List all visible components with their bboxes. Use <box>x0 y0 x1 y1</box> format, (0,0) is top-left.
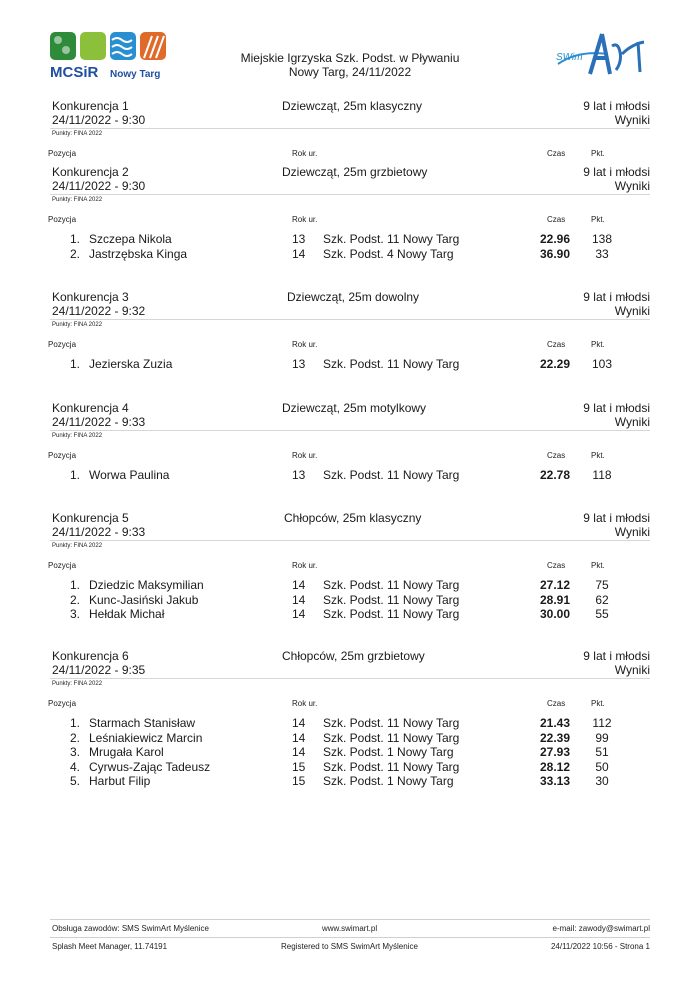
footer-divider-top <box>50 919 650 920</box>
result-swimmer-name: Jezierska Zuzia <box>89 357 173 371</box>
col-header-time: Czas <box>547 340 566 349</box>
footer-center2: Registered to SMS SwimArt Myślenice <box>281 942 418 951</box>
event-result-type: Wyniki <box>614 113 650 127</box>
col-header-points: Pkt. <box>591 699 605 708</box>
points-label: Punkty: FINA 2022 <box>52 681 103 687</box>
result-club: Szk. Podst. 11 Nowy Targ <box>323 468 460 482</box>
footer-divider-mid <box>50 937 650 938</box>
result-time: 30.00 <box>539 607 570 621</box>
result-place: 1. <box>69 468 80 482</box>
result-time: 27.93 <box>539 745 570 759</box>
event-result-type: Wyniki <box>614 525 650 539</box>
result-swimmer-name: Worwa Paulina <box>89 468 170 482</box>
event-datetime: 24/11/2022 - 9:30 <box>52 179 146 193</box>
svg-text:MCSiR: MCSiR <box>50 64 99 81</box>
result-birth-year: 14 <box>292 730 306 745</box>
result-place: 2. <box>69 730 80 745</box>
event-name: Konkurencja 1 <box>52 99 129 113</box>
event-result-type: Wyniki <box>614 179 650 193</box>
result-club: Szk. Podst. 11 Nowy Targ <box>323 607 460 621</box>
footer-right1: e-mail: zawody@swimart.pl <box>552 924 650 933</box>
result-time: 21.43 <box>539 716 570 730</box>
col-header-points: Pkt. <box>591 561 605 570</box>
result-place: 1. <box>69 578 80 592</box>
event-divider <box>50 128 650 129</box>
result-swimmer-name: Jastrzębska Kinga <box>89 246 188 261</box>
result-points: 33 <box>595 246 609 261</box>
points-label: Punkty: FINA 2022 <box>52 131 103 137</box>
result-points: 75 <box>595 578 609 592</box>
result-points: 62 <box>595 592 609 607</box>
footer-center1: www.swimart.pl <box>322 924 378 933</box>
result-place: 2. <box>69 246 80 261</box>
col-header-time: Czas <box>547 149 566 158</box>
col-header-time: Czas <box>547 215 566 224</box>
event-age-group: 9 lat i młodsi <box>583 290 650 304</box>
result-club: Szk. Podst. 11 Nowy Targ <box>323 357 460 371</box>
footer-right2: 24/11/2022 10:56 - Strona 1 <box>550 942 650 951</box>
event-divider <box>50 678 650 679</box>
result-swimmer-name: Kunc-Jasiński Jakub <box>89 592 199 607</box>
result-club: Szk. Podst. 1 Nowy Targ <box>323 745 454 759</box>
event-description: Chłopców, 25m klasyczny <box>284 511 422 525</box>
result-swimmer-name: Harbut Filip <box>89 774 151 788</box>
result-birth-year: 14 <box>292 607 306 621</box>
result-points: 99 <box>595 730 609 745</box>
event-name: Konkurencja 4 <box>52 401 129 415</box>
result-swimmer-name: Szczepa Nikola <box>89 232 172 246</box>
event-datetime: 24/11/2022 - 9:33 <box>52 525 146 539</box>
meet-title-line1: Miejskie Igrzyska Szk. Podst. w Pływaniu <box>240 51 460 65</box>
result-birth-year: 13 <box>292 357 306 371</box>
result-swimmer-name: Starmach Stanisław <box>89 716 196 730</box>
result-club: Szk. Podst. 1 Nowy Targ <box>323 774 454 788</box>
event-result-type: Wyniki <box>614 663 650 677</box>
result-birth-year: 14 <box>292 578 306 592</box>
result-birth-year: 13 <box>292 468 306 482</box>
event-age-group: 9 lat i młodsi <box>583 511 650 525</box>
col-header-time: Czas <box>547 699 566 708</box>
footer-left2: Splash Meet Manager, 11.74191 <box>52 942 168 951</box>
event-divider <box>50 540 650 541</box>
col-header-points: Pkt. <box>591 215 605 224</box>
col-header-position: Pozycja <box>48 561 77 570</box>
result-points: 103 <box>591 357 613 371</box>
result-time: 22.96 <box>539 232 570 246</box>
points-label: Punkty: FINA 2022 <box>52 543 103 549</box>
result-swimmer-name: Cyrwus-Zając Tadeusz <box>89 759 211 774</box>
col-header-points: Pkt. <box>591 149 605 158</box>
result-points: 138 <box>591 232 613 246</box>
col-header-position: Pozycja <box>48 340 77 349</box>
result-time: 33.13 <box>539 774 570 788</box>
result-place: 1. <box>69 357 80 371</box>
result-birth-year: 15 <box>292 774 306 788</box>
col-header-year: Rok ur. <box>292 451 318 460</box>
result-swimmer-name: Dziedzic Maksymilian <box>89 578 204 592</box>
event-divider <box>50 319 650 320</box>
result-points: 51 <box>595 745 609 759</box>
meet-title-line2: Nowy Targ, 24/11/2022 <box>288 65 412 79</box>
event-datetime: 24/11/2022 - 9:35 <box>52 663 146 677</box>
result-place: 2. <box>69 592 80 607</box>
result-club: Szk. Podst. 11 Nowy Targ <box>323 716 460 730</box>
svg-text:Nowy Targ: Nowy Targ <box>110 69 161 80</box>
col-header-year: Rok ur. <box>292 699 318 708</box>
result-place: 5. <box>69 774 80 788</box>
result-birth-year: 15 <box>292 759 306 774</box>
footer-left1: Obsługa zawodów: SMS SwimArt Myślenice <box>52 924 209 933</box>
result-points: 50 <box>595 759 609 774</box>
event-datetime: 24/11/2022 - 9:30 <box>52 113 146 127</box>
col-header-position: Pozycja <box>48 149 77 158</box>
event-datetime: 24/11/2022 - 9:33 <box>52 415 146 429</box>
event-age-group: 9 lat i młodsi <box>583 165 650 179</box>
result-place: 3. <box>69 745 80 759</box>
result-place: 1. <box>69 716 80 730</box>
points-label: Punkty: FINA 2022 <box>52 197 103 203</box>
result-swimmer-name: Leśniakiewicz Marcin <box>89 730 203 745</box>
event-description: Dziewcząt, 25m motylkowy <box>282 401 427 415</box>
result-place: 1. <box>69 232 80 246</box>
event-description: Dziewcząt, 25m klasyczny <box>282 99 423 113</box>
result-club: Szk. Podst. 11 Nowy Targ <box>323 232 460 246</box>
result-time: 28.91 <box>539 592 570 607</box>
result-birth-year: 14 <box>292 592 306 607</box>
result-points: 30 <box>595 774 609 788</box>
result-club: Szk. Podst. 11 Nowy Targ <box>323 578 460 592</box>
event-datetime: 24/11/2022 - 9:32 <box>52 304 146 318</box>
event-name: Konkurencja 3 <box>52 290 129 304</box>
col-header-points: Pkt. <box>591 340 605 349</box>
event-name: Konkurencja 5 <box>52 511 129 525</box>
result-swimmer-name: Mrugała Karol <box>89 745 164 759</box>
swimart-logo <box>550 24 658 82</box>
col-header-time: Czas <box>547 561 566 570</box>
points-label: Punkty: FINA 2022 <box>52 322 103 328</box>
event-divider <box>50 194 650 195</box>
result-birth-year: 14 <box>292 716 306 730</box>
result-time: 22.78 <box>539 468 570 482</box>
result-place: 3. <box>69 607 80 621</box>
event-divider <box>50 430 650 431</box>
col-header-position: Pozycja <box>48 451 77 460</box>
event-description: Chłopców, 25m grzbietowy <box>282 649 425 663</box>
event-result-type: Wyniki <box>614 304 650 318</box>
event-name: Konkurencja 2 <box>52 165 129 179</box>
event-description: Dziewcząt, 25m grzbietowy <box>282 165 428 179</box>
result-points: 112 <box>592 716 612 730</box>
event-age-group: 9 lat i młodsi <box>583 99 650 113</box>
result-time: 27.12 <box>539 578 570 592</box>
result-place: 4. <box>69 759 80 774</box>
result-time: 36.90 <box>539 246 570 261</box>
col-header-position: Pozycja <box>48 699 77 708</box>
col-header-year: Rok ur. <box>292 340 318 349</box>
result-birth-year: 14 <box>292 246 306 261</box>
svg-text:SWim: SWim <box>556 52 583 63</box>
event-description: Dziewcząt, 25m dowolny <box>287 290 420 304</box>
result-club: Szk. Podst. 11 Nowy Targ <box>323 759 460 774</box>
col-header-time: Czas <box>547 451 566 460</box>
result-time: 22.39 <box>539 730 570 745</box>
meet-title <box>230 51 470 79</box>
mcsir-logo <box>48 30 173 82</box>
event-result-type: Wyniki <box>614 415 650 429</box>
col-header-points: Pkt. <box>591 451 605 460</box>
col-header-year: Rok ur. <box>292 561 318 570</box>
col-header-year: Rok ur. <box>292 215 318 224</box>
col-header-year: Rok ur. <box>292 149 318 158</box>
result-club: Szk. Podst. 4 Nowy Targ <box>323 246 454 261</box>
result-points: 55 <box>595 607 609 621</box>
result-points: 118 <box>592 468 612 482</box>
result-club: Szk. Podst. 11 Nowy Targ <box>323 592 460 607</box>
result-birth-year: 14 <box>292 745 306 759</box>
result-time: 28.12 <box>539 759 570 774</box>
result-birth-year: 13 <box>292 232 306 246</box>
event-age-group: 9 lat i młodsi <box>583 401 650 415</box>
result-swimmer-name: Hełdak Michał <box>89 607 165 621</box>
result-time: 22.29 <box>539 357 570 371</box>
event-name: Konkurencja 6 <box>52 649 129 663</box>
col-header-position: Pozycja <box>48 215 77 224</box>
event-age-group: 9 lat i młodsi <box>583 649 650 663</box>
result-club: Szk. Podst. 11 Nowy Targ <box>323 730 460 745</box>
points-label: Punkty: FINA 2022 <box>52 433 103 439</box>
